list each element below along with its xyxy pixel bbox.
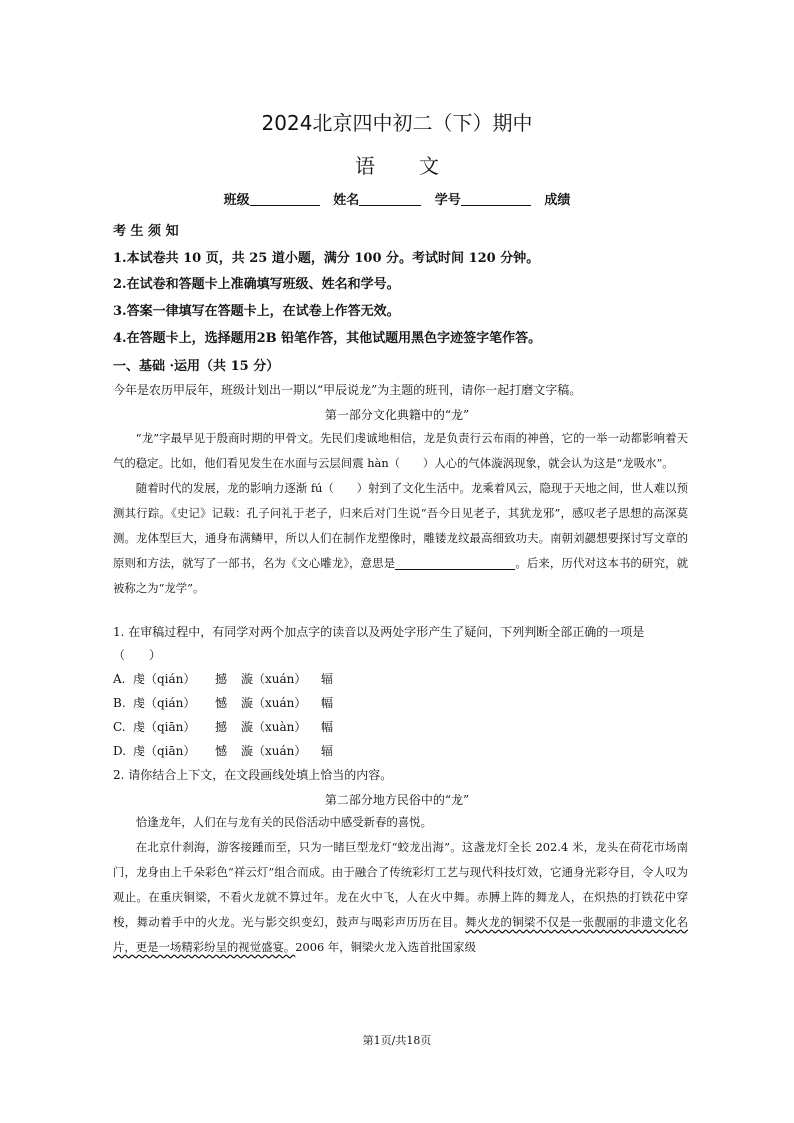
- option-letter: B.: [113, 696, 126, 710]
- part-heading: 一、基础 ·运用（共 15 分）: [113, 359, 280, 374]
- answer-blank[interactable]: [395, 557, 515, 570]
- option-letter: A.: [113, 672, 126, 686]
- notice-item: 1.本试卷共 10 页，共 25 道小题，满分 100 分。考试时间 120 分钟。: [113, 251, 540, 266]
- notice-item: 4.在答题卡上，选择题用2B 铅笔作答，其他试题用黑色字迹签字笔作答。: [113, 331, 542, 346]
- option-item: 漩（xuán）: [241, 672, 307, 686]
- underlined-sentence: 舞火龙的铜梁不仅是一张靓丽的非遗文化名片，更是一场精彩纷呈的视觉盛宴。: [113, 915, 688, 954]
- notice-item: 3.答案一律填写在答题卡上，在试卷上作答无效。: [113, 304, 400, 319]
- paragraph-text: 。后来，历代对这本书的研究，就被称之为“龙学”。: [113, 556, 688, 595]
- section-title: 第二部分地方民俗中的“龙”: [324, 793, 470, 807]
- option-item: 虔（qián）: [133, 696, 196, 710]
- id-blank[interactable]: [461, 193, 531, 206]
- name-blank[interactable]: [359, 193, 421, 206]
- paragraph: 恰逢龙年，人们在与龙有关的民俗活动中感受新春的喜悦。: [135, 815, 432, 829]
- section2-passage: [113, 810, 688, 960]
- paragraph: [113, 835, 688, 960]
- question-1-paren: （ ）: [113, 648, 162, 662]
- option-letter: D.: [113, 744, 127, 758]
- option-item: 虔（qiān）: [133, 744, 196, 758]
- id-label: 学号: [434, 193, 461, 208]
- name-label: 姓名: [333, 193, 360, 208]
- student-info-line: [0, 189, 794, 208]
- option-item: 虔（qiān）: [133, 720, 196, 734]
- option-c[interactable]: [113, 719, 688, 736]
- paragraph: “龙”字最早见于殷商时期的甲骨文。先民们虔诚地相信，龙是负责行云布雨的神兽，它的一举一动都影响着天气的稳定。比如，他们看见发生在水面与云层间震 hàn（ ）人心的气体漩涡现象，就会认为这是“龙吸水”。: [113, 431, 688, 470]
- score-label: 成绩: [544, 193, 571, 208]
- intro-text: 今年是农历甲辰年，班级计划出一期以“甲辰说龙”为主题的班刊，请你一起打磨文字稿。: [113, 383, 582, 397]
- page-title: 2024北京四中初二（下）期中: [261, 111, 533, 135]
- option-letter: C.: [113, 720, 126, 734]
- option-item: 憾: [215, 744, 228, 758]
- option-item: 幅: [321, 696, 334, 710]
- option-item: 辐: [321, 744, 334, 758]
- notice-item: 2.在试卷和答题卡上准确填写班级、姓名和学号。: [113, 277, 400, 292]
- section1-passage: [113, 426, 688, 601]
- option-item: 虔（qián）: [133, 672, 196, 686]
- option-item: 撼: [215, 720, 228, 734]
- paragraph-text: 在北京什刹海，游客接踵而至，只为一睹巨型龙灯“蛟龙出海”。这盏龙灯全长 202.4 米，龙头在荷花市场南门，龙身由上千朵彩色“祥云灯”组合而成。由于融合了传统彩灯工艺与现代科技灯效，它通身光彩夺目，令人叹为观止。在重庆铜梁，不看火龙就不算过年。龙在火中飞，人在火中舞。赤膊上阵的舞龙人，在炽热的打铁花中穿梭，舞动着手中的火龙。光与影交织变幻，鼓声与喝彩声历历在目。: [113, 840, 688, 929]
- option-item: 撼: [215, 672, 228, 686]
- subject-title: 语文: [355, 154, 483, 178]
- paragraph: [113, 476, 688, 601]
- question-1-stem: 1. 在审稿过程中，有同学对两个加点字的读音以及两处字形产生了疑问，下列判断全部正确的一项是: [113, 625, 645, 639]
- option-b[interactable]: [113, 695, 688, 712]
- question-2: 2. 请你结合上下文，在文段画线处填上恰当的内容。: [113, 768, 393, 782]
- class-blank[interactable]: [250, 193, 320, 206]
- option-a[interactable]: [113, 671, 688, 688]
- option-item: 辐: [321, 672, 334, 686]
- option-item: 漩（xuán）: [241, 744, 307, 758]
- paragraph-text: 随着时代的发展，龙的影响力逐渐 fú（ ）射到了文化生活中。龙乘着风云，隐现于天地之间，世人难以预测其行踪。《史记》记载：孔子问礼于老子，归来后对门生说“吾今日见老子，其犹龙邪”，感叹老子思想的高深莫测。龙体型巨大，通身布满鳞甲，所以人们在制作龙塑像时，雕镂龙纹最高细致功夫。南朝刘勰想要探讨写文章的原则和方法，就写了一部书，名为《文心雕龙》，意思是: [113, 481, 688, 570]
- page-footer: 第1页/共18页: [362, 1034, 432, 1047]
- option-item: 憾: [215, 696, 228, 710]
- option-item: 漩（xuán）: [241, 696, 307, 710]
- option-d[interactable]: [113, 743, 688, 760]
- option-item: 漩（xuàn）: [241, 720, 307, 734]
- paragraph-text: 2006 年，铜梁火龙入选首批国家级: [295, 940, 476, 954]
- class-label: 班级: [223, 193, 250, 208]
- option-item: 幅: [321, 720, 334, 734]
- section-title: 第一部分文化典籍中的“龙”: [324, 408, 470, 422]
- notice-heading: 考 生 须 知: [113, 224, 179, 239]
